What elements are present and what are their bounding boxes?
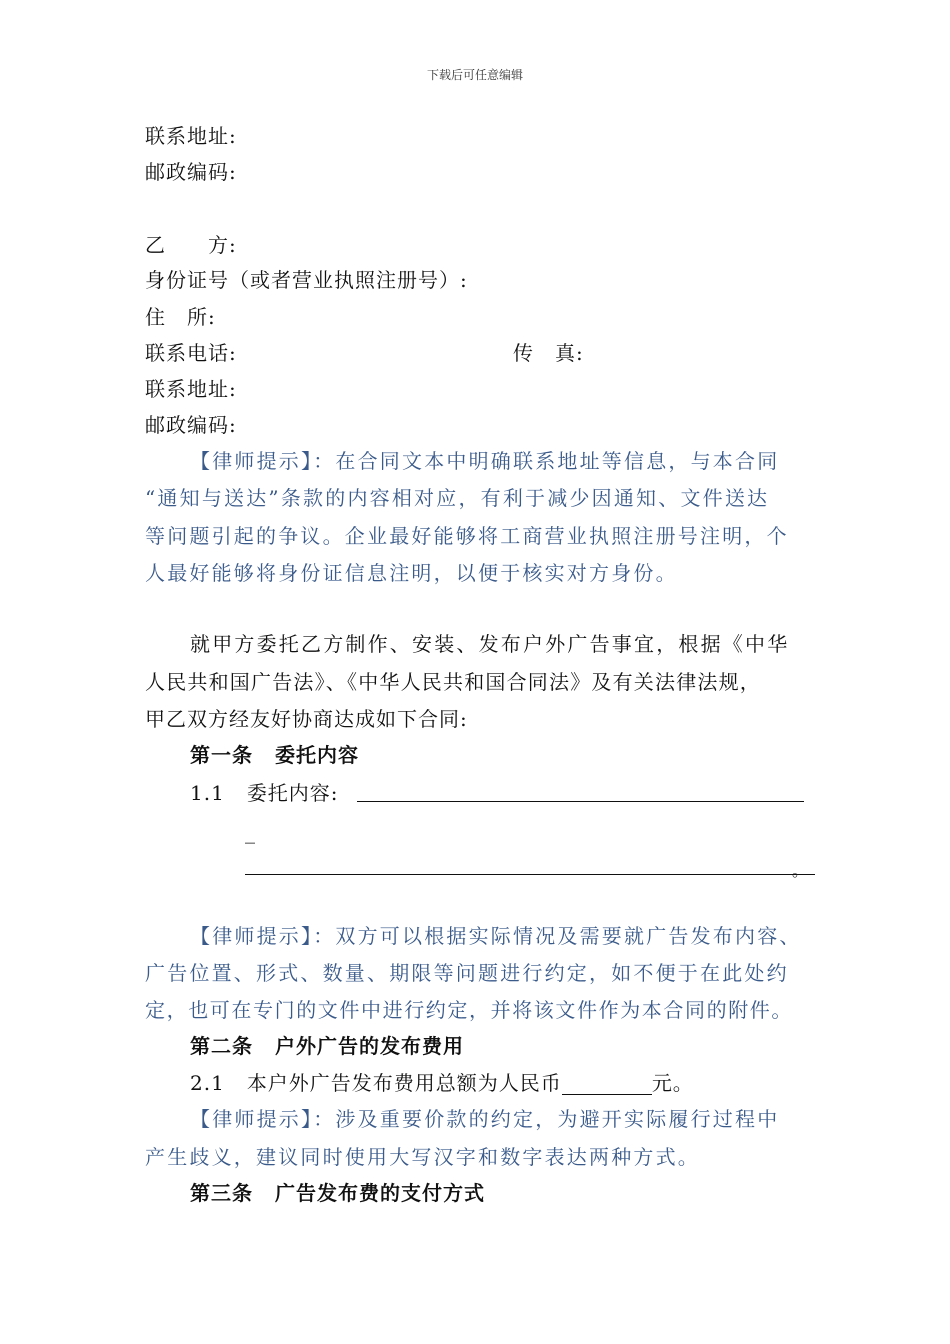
partyB-label: 乙 方:	[145, 233, 237, 257]
tip1-line-1: 【律师提示】：在合同文本中明确联系地址等信息，与本合同	[190, 449, 780, 473]
tip2-prefix: 【律师提示】	[190, 924, 314, 948]
tip1-line-3: 等问题引起的争议。企业最好能够将工商营业执照注册号注明，个	[145, 524, 789, 548]
tip1-prefix: 【律师提示】	[190, 449, 314, 473]
article3-heading: 第三条 广告发布费的支付方式	[190, 1181, 485, 1205]
page-header: 下载后可任意编辑	[426, 68, 523, 82]
article1-dash: _	[245, 820, 256, 844]
partyB-phone-label: 联系电话:	[145, 341, 237, 365]
article1-item-1: 1.1 委托内容:	[190, 781, 339, 805]
partyB-fax-label: 传 真:	[513, 341, 584, 365]
partyA-address-label: 联系地址:	[145, 124, 237, 148]
partyB-id-label: 身份证号（或者营业执照注册号）:	[145, 268, 468, 292]
article2-amount-blank[interactable]	[562, 1076, 652, 1095]
article1-end-mark: 。	[792, 861, 809, 880]
tip3-line-1: 【律师提示】：涉及重要价款的约定，为避开实际履行过程中	[190, 1107, 780, 1131]
article1-blank-line-1[interactable]	[357, 801, 804, 802]
article2-heading: 第二条 户外广告的发布费用	[190, 1034, 464, 1058]
partyB-postcode-label: 邮政编码:	[145, 413, 237, 437]
intro-line-1: 就甲方委托乙方制作、安装、发布户外广告事宜，根据《中华	[190, 632, 790, 656]
tip3-prefix: 【律师提示】	[190, 1107, 314, 1131]
intro-line-2: 人民共和国广告法》、《中华人民共和国合同法》及有关法律法规，	[145, 670, 761, 694]
partyB-residence-label: 住 所:	[145, 305, 216, 329]
article1-blank-line-2[interactable]	[245, 874, 815, 875]
tip2-line-2: 广告位置、形式、数量、期限等问题进行约定，如不便于在此处约	[145, 961, 789, 985]
article2-item-1: 2.1 本户外广告发布费用总额为人民币 元。	[190, 1071, 694, 1095]
tip2-line-1: 【律师提示】：双方可以根据实际情况及需要就广告发布内容、	[190, 924, 802, 948]
tip1-line-4: 人最好能够将身份证信息注明，以便于核实对方身份。	[145, 561, 678, 585]
intro-line-3: 甲乙双方经友好协商达成如下合同:	[145, 707, 468, 731]
tip2-line-3: 定，也可在专门的文件中进行约定，并将该文件作为本合同的附件。	[145, 998, 793, 1022]
tip3-line-2: 产生歧义，建议同时使用大写汉字和数字表达两种方式。	[145, 1145, 700, 1169]
article1-heading: 第一条 委托内容	[190, 743, 359, 767]
partyB-address-label: 联系地址:	[145, 377, 237, 401]
tip1-line-2: “通知与送达”条款的内容相对应，有利于减少因通知、文件送达	[145, 486, 770, 510]
partyA-postcode-label: 邮政编码:	[145, 160, 237, 184]
